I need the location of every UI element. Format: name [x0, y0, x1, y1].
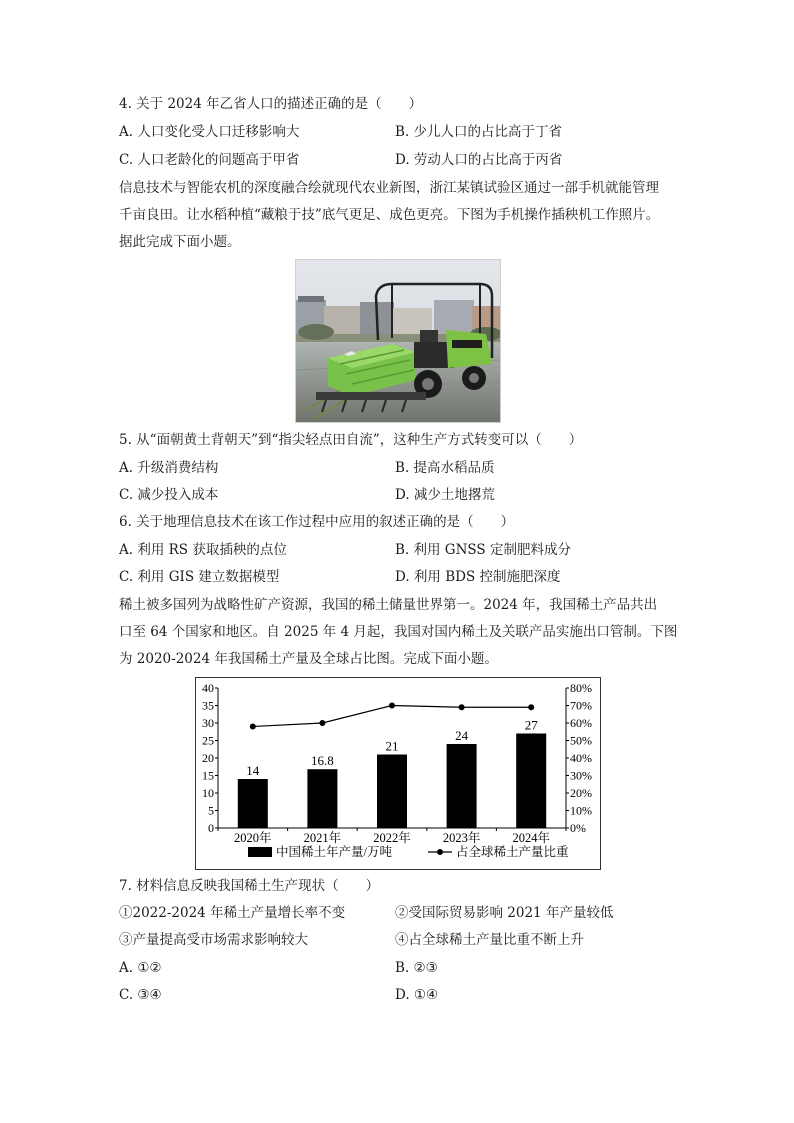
q5-stem: 5. 从“面朝黄土背朝天”到“指尖轻点田自流”，这种生产方式转变可以（ ） [119, 432, 583, 448]
q7-statement-3: ③产量提高受市场需求影响较大 [119, 932, 308, 948]
y-left-tick-label: 10 [202, 786, 214, 800]
y-left-tick-label: 25 [202, 733, 214, 748]
q4-option-d[interactable]: D. 劳动人口的占比高于丙省 [395, 152, 563, 168]
passage3-line-2: 口至 64 个国家和地区。自 2025 年 4 月起，我国对国内稀土及关联产品实施出口管制。下图 [119, 624, 678, 640]
y-left-tick-label: 35 [202, 698, 214, 713]
global-share-point [319, 720, 325, 726]
q6-option-d[interactable]: D. 利用 BDS 控制施肥深度 [395, 569, 561, 585]
bar-data-label: 21 [385, 738, 399, 754]
q7-statement-1: ①2022-2024 年稀土产量增长率不变 [119, 905, 346, 921]
production-bar [377, 755, 407, 829]
q5-option-d[interactable]: D. 减少土地撂荒 [395, 487, 495, 503]
global-share-point [459, 704, 465, 710]
q6-option-a[interactable]: A. 利用 RS 获取插秧的点位 [119, 542, 287, 558]
y-left-tick-label: 40 [202, 681, 214, 695]
production-bar [447, 744, 477, 828]
q7-option-d[interactable]: D. ①④ [395, 987, 439, 1003]
bar-data-label: 27 [524, 717, 538, 733]
q7-option-c[interactable]: C. ③④ [119, 987, 162, 1003]
q5-option-c[interactable]: C. 减少投入成本 [119, 487, 219, 503]
y-right-tick-label: 80% [570, 681, 592, 695]
q5-option-b[interactable]: B. 提高水稻品质 [395, 460, 495, 476]
global-share-line [253, 706, 531, 727]
x-tick-label: 2024年 [512, 831, 550, 845]
legend-line-label: 占全球稀土产量比重 [456, 845, 569, 859]
bar-data-label: 14 [246, 763, 260, 778]
passage3-line-3: 为 2020-2024 年我国稀土产量及全球占比图。完成下面小题。 [119, 651, 498, 667]
global-share-point [250, 724, 256, 730]
q4-option-a[interactable]: A. 人口变化受人口迁移影响大 [119, 124, 300, 140]
chart-svg [196, 678, 600, 869]
x-tick-label: 2021年 [303, 831, 342, 845]
x-tick-label: 2023年 [442, 831, 481, 845]
legend-bar-swatch [248, 847, 272, 857]
rice-transplanter-illustration [296, 260, 500, 422]
passage3-line-1: 稀土被多国列为战略性矿产资源，我国的稀土储量世界第一。2024 年，我国稀土产品共出 [119, 597, 658, 613]
y-left-tick-label: 15 [202, 768, 214, 783]
q7-option-a[interactable]: A. ①② [119, 960, 162, 976]
q7-option-b[interactable]: B. ②③ [395, 960, 438, 976]
x-tick-label: 2020年 [234, 831, 272, 845]
production-bar [307, 769, 337, 828]
bar-data-label: 16.8 [311, 753, 334, 769]
q4-option-b[interactable]: B. 少儿人口的占比高于丁省 [395, 124, 563, 140]
q4-stem: 4. 关于 2024 年乙省人口的描述正确的是（ ） [119, 96, 423, 112]
production-bar [516, 734, 546, 829]
x-tick-label: 2022年 [373, 831, 411, 845]
y-right-tick-label: 60% [570, 716, 592, 730]
legend-bar-label: 中国稀土年产量/万吨 [276, 845, 392, 859]
y-left-tick-label: 20 [202, 751, 214, 765]
y-right-tick-label: 70% [570, 698, 592, 713]
y-right-tick-label: 20% [570, 786, 592, 800]
q4-option-c[interactable]: C. 人口老龄化的问题高于甲省 [119, 152, 300, 168]
y-right-tick-label: 0% [570, 821, 586, 835]
passage2-line-2: 千亩良田。让水稻种植“藏粮于技”底气更足、成色更亮。下图为手机操作插秧机工作照片。 [119, 207, 660, 223]
y-right-tick-label: 10% [570, 803, 592, 818]
legend-line-marker [437, 849, 443, 855]
y-right-tick-label: 50% [570, 733, 592, 748]
global-share-point [528, 704, 534, 710]
q7-stem: 7. 材料信息反映我国稀土生产现状（ ） [119, 878, 380, 894]
y-left-tick-label: 0 [208, 821, 214, 835]
y-left-tick-label: 5 [208, 803, 214, 818]
passage2-line-1: 信息技术与智能农机的深度融合绘就现代农业新图，浙江某镇试验区通过一部手机就能管理 [119, 180, 659, 196]
rice-transplanter-photo [295, 259, 501, 423]
q6-option-b[interactable]: B. 利用 GNSS 定制肥料成分 [395, 542, 571, 558]
y-left-tick-label: 30 [202, 716, 214, 730]
q6-option-c[interactable]: C. 利用 GIS 建立数据模型 [119, 569, 280, 585]
global-share-point [389, 703, 395, 709]
bar-data-label: 24 [455, 728, 469, 743]
q7-statement-2: ②受国际贸易影响 2021 年产量较低 [395, 905, 614, 921]
q7-statement-4: ④占全球稀土产量比重不断上升 [395, 932, 584, 948]
rare-earth-chart [195, 677, 601, 870]
q5-option-a[interactable]: A. 升级消费结构 [119, 460, 219, 476]
q6-stem: 6. 关于地理信息技术在该工作过程中应用的叙述正确的是（ ） [119, 514, 515, 530]
production-bar [238, 779, 268, 828]
y-right-tick-label: 40% [570, 751, 592, 765]
y-right-tick-label: 30% [570, 768, 592, 783]
passage2-line-3: 据此完成下面小题。 [119, 234, 241, 250]
